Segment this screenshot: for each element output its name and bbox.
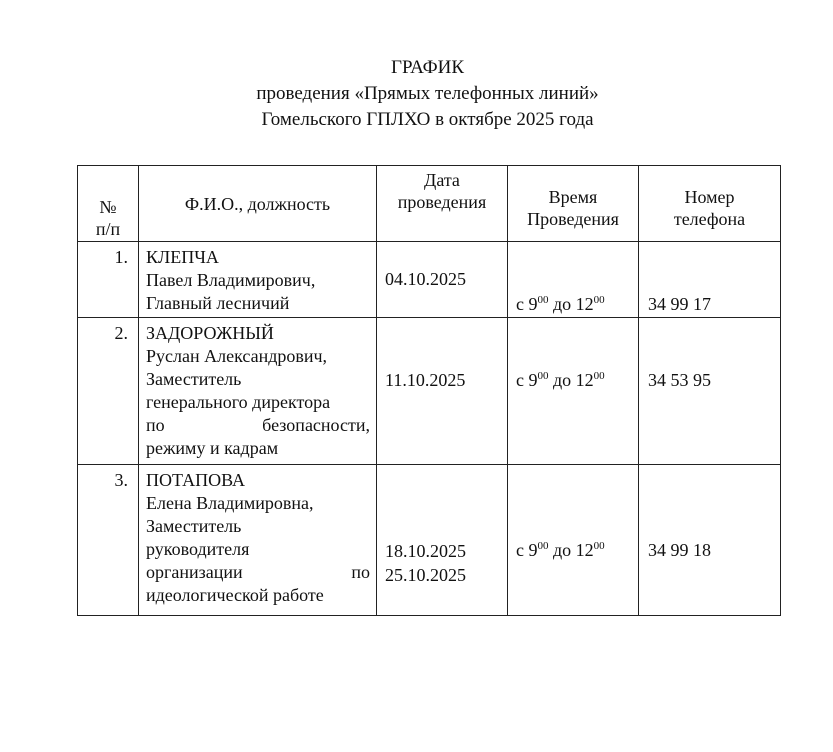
title-line-1: ГРАФИК [390, 57, 465, 78]
row-time [508, 242, 639, 318]
name-line: идеологической работе [146, 585, 324, 605]
name-line: по безопасности, [146, 415, 370, 435]
table-row [78, 242, 781, 318]
row-date [377, 318, 508, 465]
header-date [377, 166, 508, 242]
name-line: Павел Владимирович, [146, 270, 316, 290]
time-value: с $9^{00}$ до $12^{00}$ [516, 294, 605, 314]
title-line-3: Гомельского ГПЛХО в октябре 2025 года [261, 109, 594, 130]
name-line: ЗАДОРОЖНЫЙ [146, 323, 274, 343]
row-time [508, 465, 639, 616]
header-name [139, 166, 377, 242]
name-line: Елена Владимировна, [146, 493, 314, 513]
header-date-line2: проведения [397, 192, 487, 212]
header-phone [639, 166, 781, 242]
time-value: с $9^{00}$ до $12^{00}$ [516, 370, 605, 390]
date-value: 25.10.2025 [385, 565, 466, 585]
name-line: организации по [146, 562, 370, 582]
table-row [78, 318, 781, 465]
time-value: с $9^{00}$ до $12^{00}$ [516, 540, 605, 560]
row-date [377, 242, 508, 318]
document-title [0, 55, 833, 133]
header-phone-line2: телефона [673, 208, 746, 229]
title-line-2: проведения «Прямых телефонных линий» [256, 83, 599, 104]
phone-value: 34 53 95 [648, 370, 711, 390]
name-line: руководителя [146, 539, 250, 559]
header-num-line1: № [99, 197, 117, 217]
date-value: 18.10.2025 [385, 541, 466, 561]
header-date-line1: Дата [424, 170, 460, 190]
row-num: 3. [78, 465, 139, 616]
row-phone [639, 465, 781, 616]
schedule-table [77, 165, 781, 616]
header-time-line2: Проведения [527, 208, 619, 229]
phone-value: 34 99 17 [648, 294, 711, 314]
header-num [78, 166, 139, 242]
row-num: 1. [78, 242, 139, 318]
header-name-label: Ф.И.О., должность [184, 193, 331, 214]
row-name [139, 318, 377, 465]
header-time [508, 166, 639, 242]
row-num: 2. [78, 318, 139, 465]
name-line: КЛЕПЧА [146, 247, 219, 267]
row-date [377, 465, 508, 616]
header-phone-line1: Номер [684, 186, 735, 207]
header-num-line2: п/п [95, 219, 121, 239]
table-row [78, 465, 781, 616]
name-line: генерального директора [146, 392, 331, 412]
header-time-line1: Время [548, 186, 598, 207]
name-line: Заместитель [146, 516, 242, 536]
row-time [508, 318, 639, 465]
table-header-row [78, 166, 781, 242]
name-line: режиму и кадрам [146, 438, 279, 458]
name-line: Заместитель [146, 369, 242, 389]
phone-value: 34 99 18 [648, 540, 711, 560]
row-name [139, 242, 377, 318]
date-value: 11.10.2025 [385, 370, 466, 390]
name-line: Руслан Александрович, [146, 346, 328, 366]
name-line: Главный лесничий [146, 293, 290, 313]
row-phone [639, 242, 781, 318]
row-name [139, 465, 377, 616]
row-phone [639, 318, 781, 465]
name-line: ПОТАПОВА [146, 470, 245, 490]
date-value: 04.10.2025 [385, 269, 466, 289]
